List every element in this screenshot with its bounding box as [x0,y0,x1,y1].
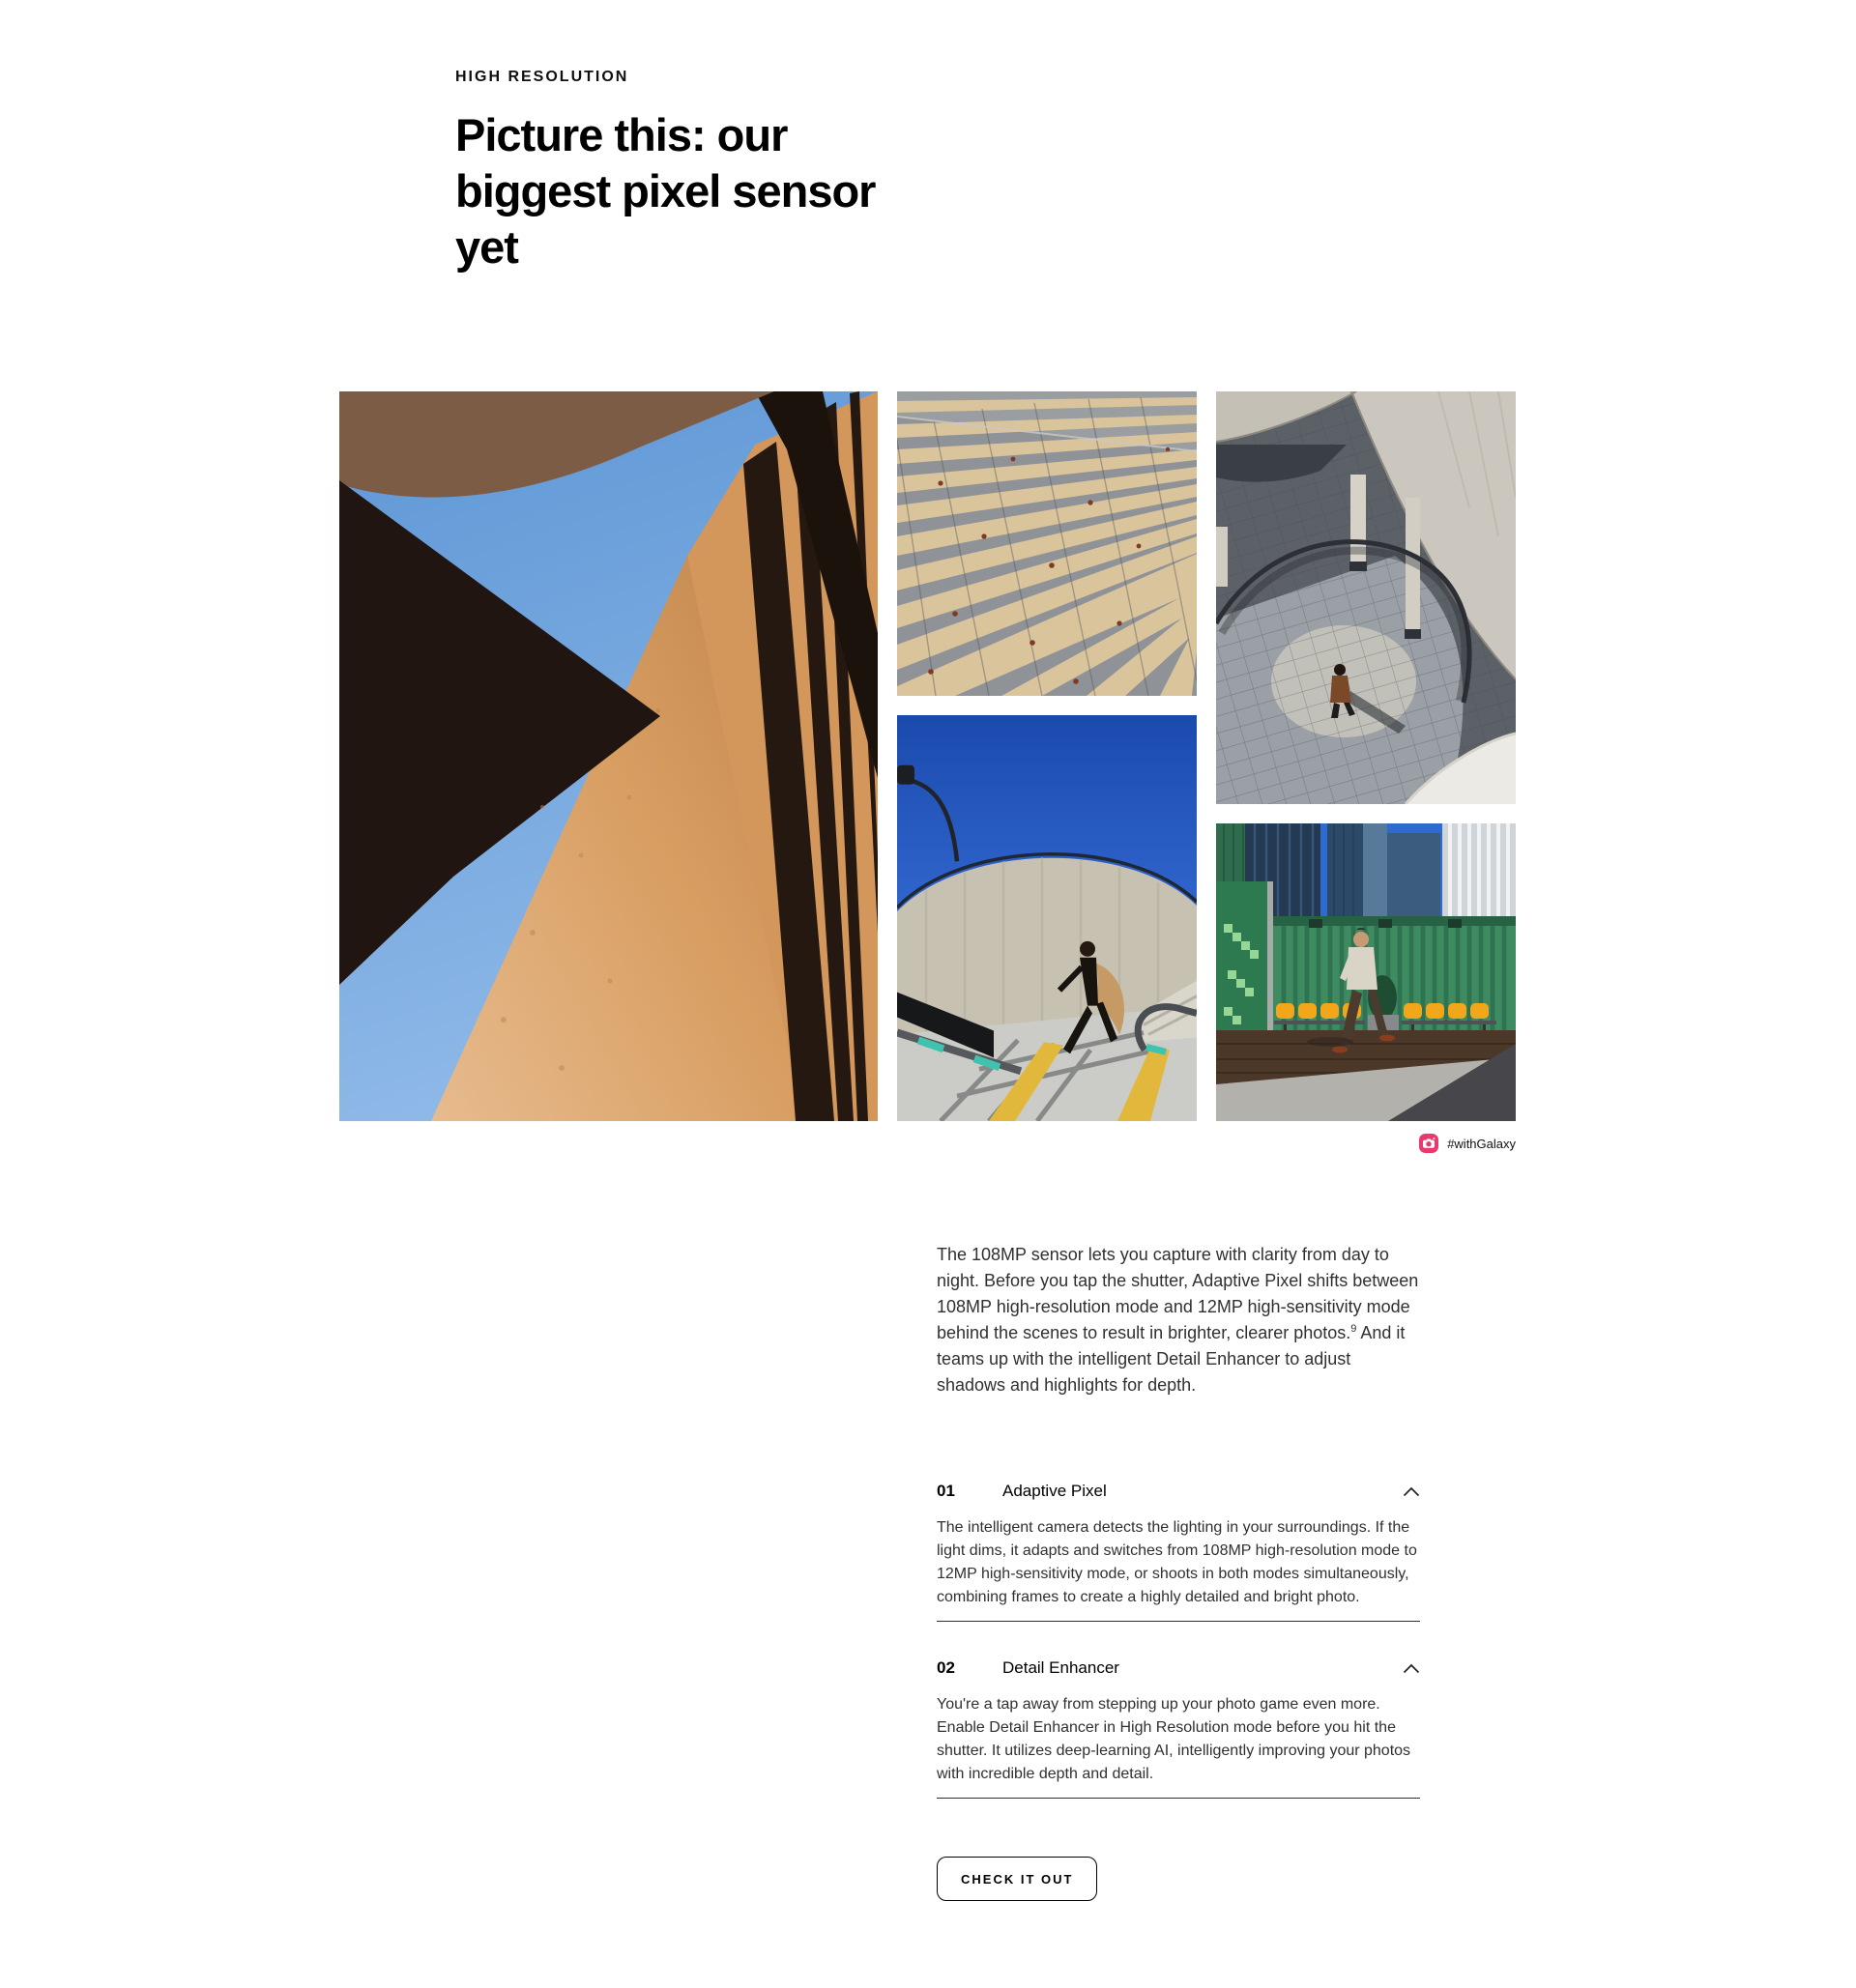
pavement-photo-art [897,391,1197,696]
accordion-number: 01 [937,1482,955,1500]
accordion-label: Detail Enhancer [1002,1658,1119,1677]
accordion-header-adaptive-pixel[interactable] [937,1480,1420,1516]
gallery-photo-pavement-stripes [897,391,1197,696]
chevron-up-icon [1403,1486,1420,1497]
feature-text-column [937,1242,1420,1901]
gallery-photo-containers-seats [1216,823,1516,1121]
accordion-header-detail-enhancer[interactable] [937,1622,1420,1693]
accordion-item-adaptive-pixel [937,1480,1420,1622]
containers-photo-art [1216,823,1516,1121]
section-header [455,69,997,275]
accordion-number: 02 [937,1658,955,1677]
gallery-photo-column-sky [339,391,878,1121]
column-sky-photo-art [339,391,878,1121]
camera-icon [1419,1134,1438,1153]
feature-accordion [937,1480,1420,1799]
check-it-out-button[interactable]: CHECK IT OUT [937,1857,1097,1901]
photo-gallery [339,391,1516,1121]
intro-text: The 108MP sensor lets you capture with clarity from day to night. Before you tap the shutter, Adaptive Pixel shifts between 108MP high-resolution mode and 12MP high-sensitivity mode behind the scenes to result in brighter, clearer photos. [937,1245,1419,1342]
accordion-item-detail-enhancer [937,1622,1420,1799]
chevron-up-icon [1403,1663,1420,1674]
section-title: Picture this: our biggest pixel sensor yet [455,109,876,273]
gallery-photo-stairs-person [897,715,1197,1121]
stairs-photo-art [897,715,1197,1121]
footnote-9-link[interactable]: 9 [1350,1323,1357,1335]
withgalaxy-hashtag: #withGalaxy [1447,1136,1516,1151]
section-eyebrow: HIGH RESOLUTION [455,69,629,85]
gallery-caption-row [339,1134,1516,1153]
intro-paragraph [937,1242,1420,1398]
courtyard-photo-art [1216,391,1516,804]
gallery-photo-courtyard-overhead [1216,391,1516,804]
accordion-body: The intelligent camera detects the lighting in your surroundings. If the light dims, it adapts and switches from 108MP high-resolution mode to 12MP high-sensitivity mode, or shoots in both modes simultaneously, combining frames to create a highly detailed and bright photo. [937,1519,1417,1605]
accordion-body: You're a tap away from stepping up your photo game even more. Enable Detail Enhancer in High Resolution mode before you hit the shutter. It utilizes deep-learning AI, intelligently improving your photos with incredible depth and detail. [937,1696,1411,1782]
intro-text-cont: And it teams up with the intelligent Detail Enhancer to adjust shadows and highlights for depth. [937,1323,1406,1395]
gallery-right-column [1216,391,1516,1121]
accordion-label: Adaptive Pixel [1002,1482,1107,1500]
withgalaxy-link[interactable] [1419,1134,1516,1153]
gallery-middle-column [897,391,1197,1121]
